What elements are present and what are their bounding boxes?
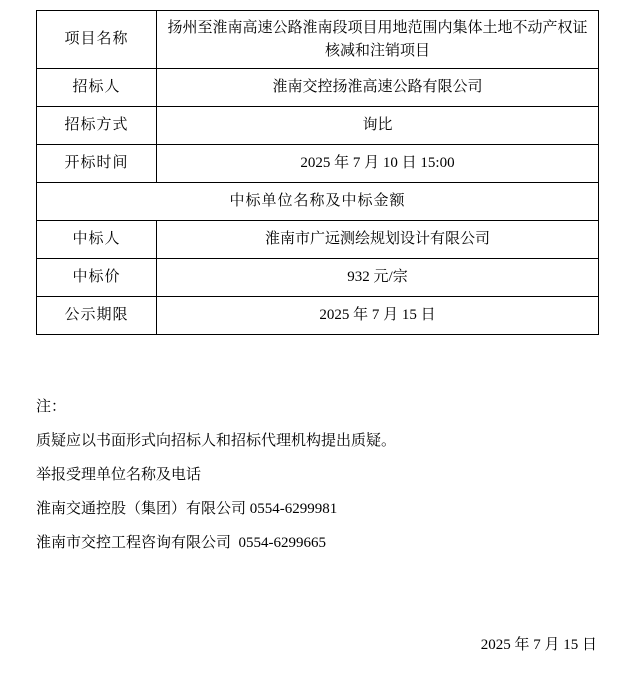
- note-line-contact-group: 淮南交通控股（集团）有限公司 0554-6299981: [36, 501, 338, 517]
- row-label: 招标方式: [37, 107, 157, 145]
- section-label: 中标单位名称及中标金额: [37, 183, 599, 221]
- notes-block: [36, 400, 596, 570]
- row-value: 扬州至淮南高速公路淮南段项目用地范围内集体土地不动产权证核减和注销项目: [157, 11, 599, 69]
- note-line-objection: 质疑应以书面形式向招标人和招标代理机构提出质疑。: [36, 433, 397, 449]
- row-label: 项目名称: [37, 11, 157, 69]
- note-line-report-heading: 举报受理单位名称及电话: [36, 467, 202, 483]
- row-label: 招标人: [37, 69, 157, 107]
- bid-result-table: [36, 10, 599, 335]
- row-label: 中标价: [37, 259, 157, 297]
- document-date: 2025 年 7 月 15 日: [480, 637, 597, 653]
- table-row: [37, 259, 599, 297]
- row-value: 932 元/宗: [157, 259, 599, 297]
- row-label: 公示期限: [37, 297, 157, 335]
- row-value: 淮南交控扬淮高速公路有限公司: [157, 69, 599, 107]
- row-label: 中标人: [37, 221, 157, 259]
- table-row: [37, 69, 599, 107]
- table-body: [37, 11, 599, 335]
- table-row: [37, 221, 599, 259]
- row-label: 开标时间: [37, 145, 157, 183]
- table-row: [37, 145, 599, 183]
- note-line-title: 注：: [36, 399, 67, 415]
- row-value: 2025 年 7 月 10 日 15:00: [157, 145, 599, 183]
- row-value: 询比: [157, 107, 599, 145]
- table-section-row: [37, 183, 599, 221]
- table-row: [37, 107, 599, 145]
- note-line-contact-consulting: 淮南市交控工程咨询有限公司 0554-6299665: [36, 535, 326, 551]
- row-value: 淮南市广远测绘规划设计有限公司: [157, 221, 599, 259]
- table-row: [37, 297, 599, 335]
- table-row: [37, 11, 599, 69]
- row-value: 2025 年 7 月 15 日: [157, 297, 599, 335]
